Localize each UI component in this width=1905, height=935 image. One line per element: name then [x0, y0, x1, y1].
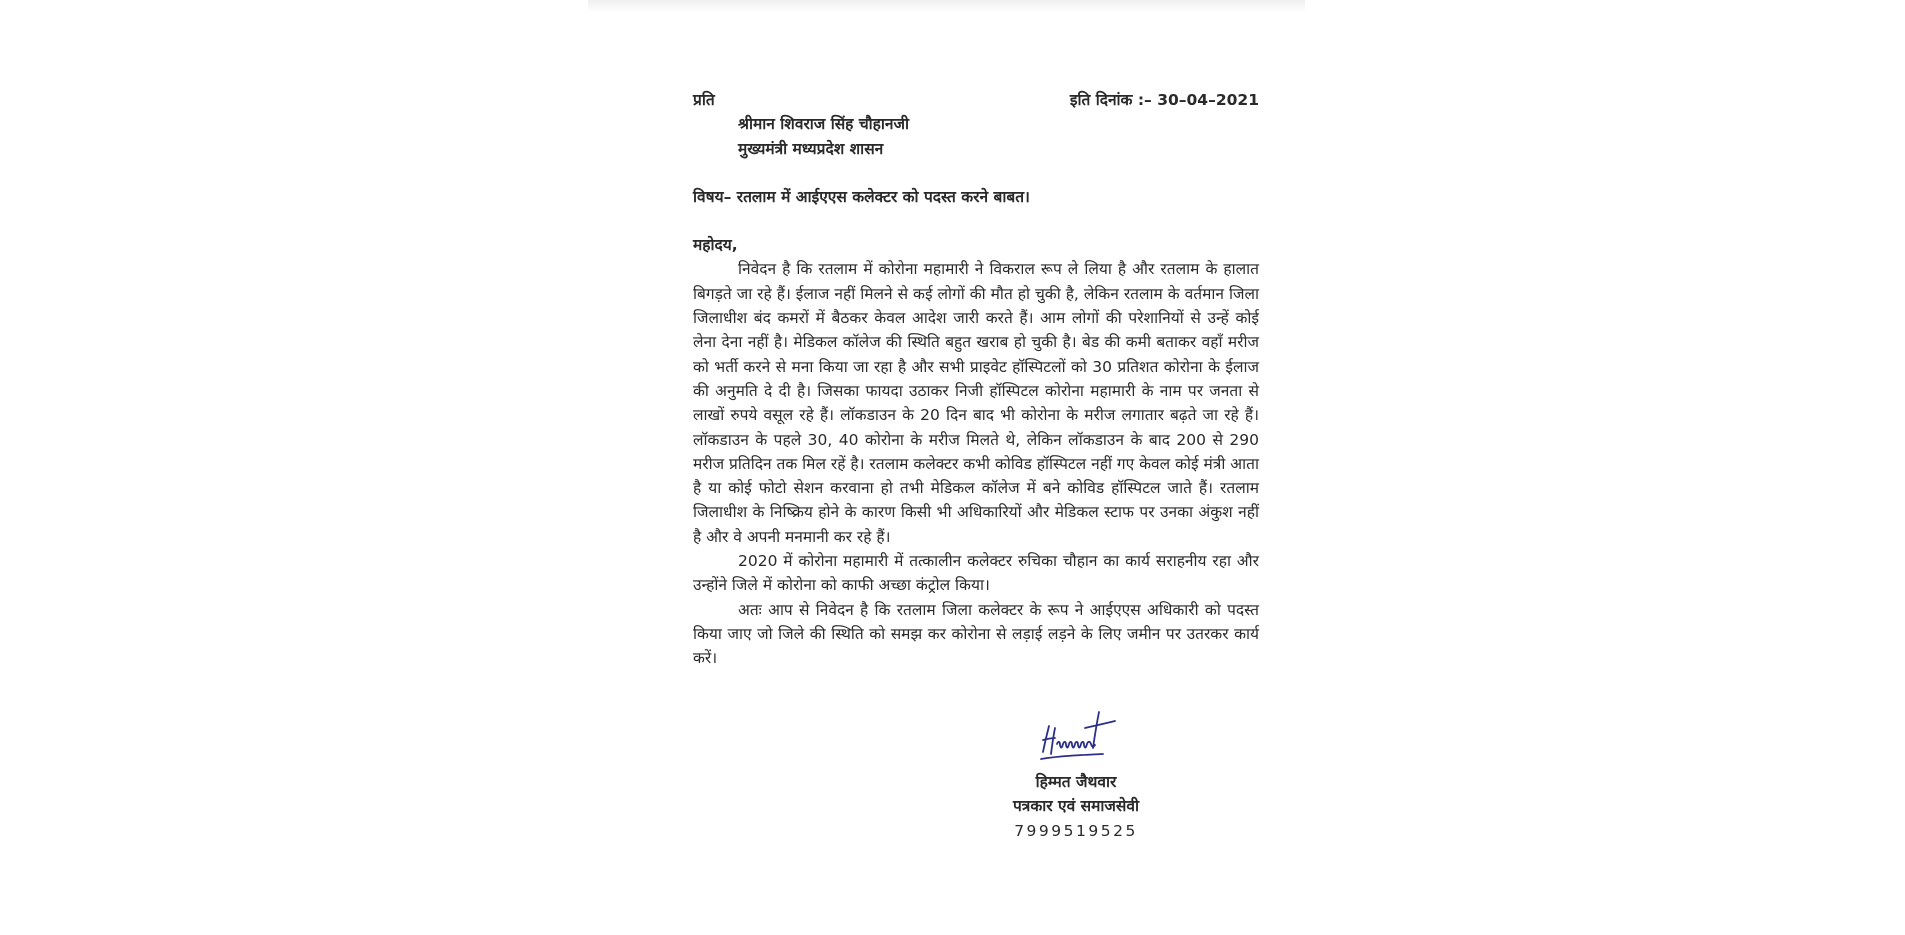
- closing-block: [960, 770, 1192, 843]
- recipient-block: [693, 112, 1259, 161]
- body-paragraph-3: अतः आप से निवेदन है कि रतलाम जिला कलेक्टर के रूप ने आईएएस अधिकारी को पदस्त किया जाए जो जिले की स्थिति को समझ कर कोरोना से लड़ाई लड़ने के लिए जमीन पर उतरकर कार्य करें।: [693, 600, 1259, 668]
- sender-phone: 7999519525: [1014, 821, 1138, 840]
- body-paragraph-2: 2020 में कोरोना महामारी में तत्कालीन कलेक्टर रुचिका चौहान का कार्य सराहनीय रहा और उन्होंने जिले में कोरोना को काफी अच्छा कंट्रोल किया।: [693, 552, 1259, 595]
- letter-page: [693, 88, 1259, 671]
- page-top-shadow: [588, 0, 1305, 12]
- to-label: प्रति: [693, 91, 715, 109]
- sender-name: हिम्मत जैथवार: [1035, 773, 1117, 791]
- body-paragraph-1: निवेदन है कि रतलाम में कोरोना महामारी ने विकराल रूप ले लिया है और रतलाम के हालात बिगड़ते जा रहे हैं। ईलाज नहीं मिलने से कई लोगों की मौत हो चुकी है, लेकिन रतलाम के वर्तमान जिला जिलाधीश बंद कमरों में बैठकर केवल आदेश जारी करते हैं। आम लोगों की परेशानियों से उन्हें कोई लेना देना नहीं है। मेडिकल कॉलेज की स्थिति बहुत खराब हो चुकी है। बेड की कमी बताकर वहाँ मरीज को भर्ती करने से मना किया जा रहा है और सभी प्राइवेट हॉस्पिटलों को 30 प्रतिशत कोरोना के ईलाज की अनुमति दे दी है। जिसका फायदा उठाकर निजी हॉस्पिटल कोरोना महामारी के नाम पर जनता से लाखों रुपये वसूल रहे हैं। लॉकडाउन के 20 दिन बाद भी कोरोना के मरीज लगातार बढ़ते जा रहे हैं। लॉकडाउन के पहले 30, 40 कोरोना के मरीज मिलते थे, लेकिन लॉकडाउन के बाद 200 से 290 मरीज प्रतिदिन तक मिल रहें है। रतलाम कलेक्टर कभी कोविड हॉस्पिटल नहीं गए केवल कोई मंत्री आता है या कोई फोटो सेशन करवाना हो तभी मेडिकल कॉलेज में बने कोविड हॉस्पिटल जाते हैं। रतलाम जिलाधीश के निष्क्रिय होने के कारण किसी भी अधिकारियों और मेडिकल स्टाफ पर उनका अंकुश नहीं है और वे अपनी मनमानी कर रहे हैं।: [693, 260, 1259, 546]
- salutation: महोदय,: [693, 236, 738, 255]
- recipient-name: श्रीमान शिवराज सिंह चौहानजी: [738, 115, 910, 134]
- recipient-title: मुख्यमंत्री मध्यप्रदेश शासन: [738, 139, 884, 158]
- handwritten-signature: [1035, 708, 1119, 766]
- sender-title: पत्रकार एवं समाजसेवी: [1013, 797, 1139, 816]
- subject-line: विषय– रतलाम में आईएएस कलेक्टर को पदस्त करने बाबत।: [693, 187, 1030, 206]
- letter-header: [693, 88, 1259, 112]
- date-line: इति दिनांक :– 30–04–2021: [1069, 91, 1259, 109]
